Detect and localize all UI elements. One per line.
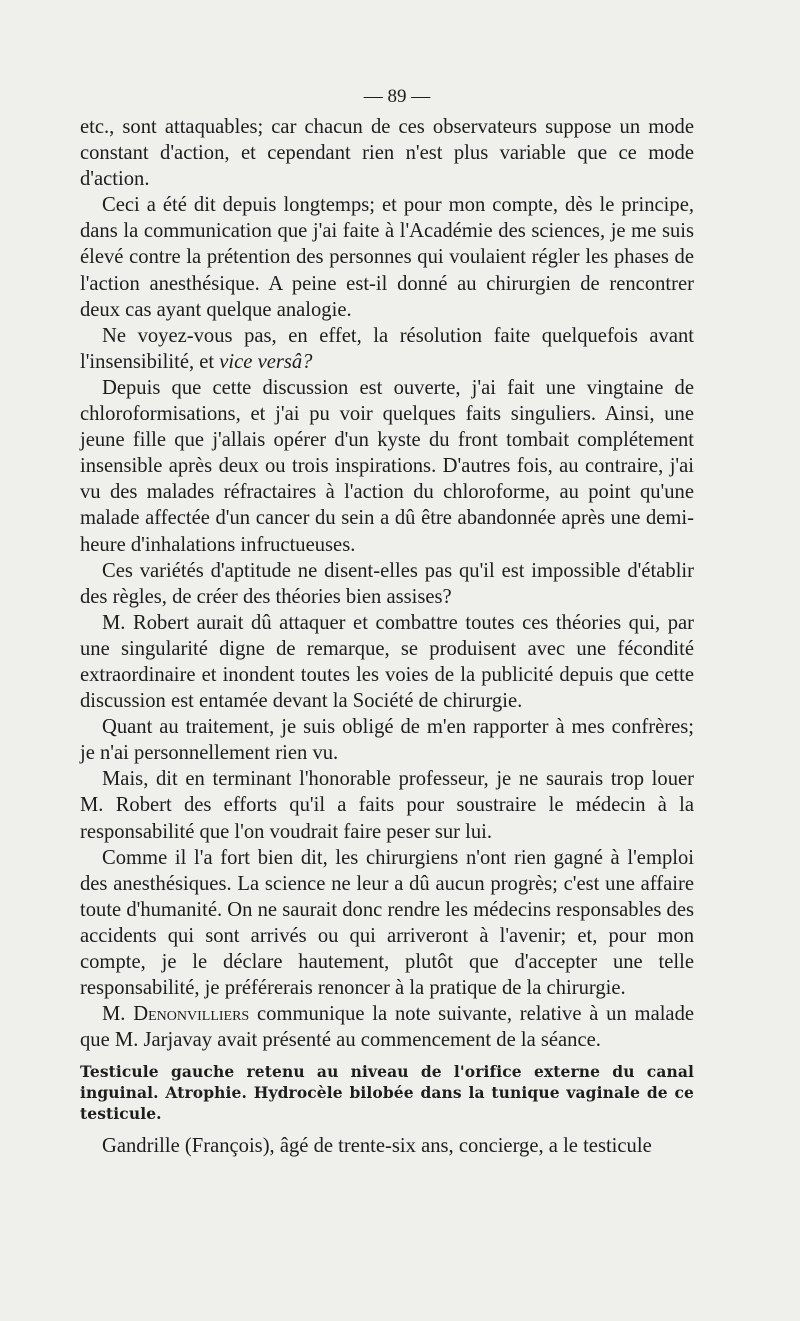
page-number: — 89 — bbox=[363, 86, 431, 107]
paragraph-2: Ceci a été dit depuis longtemps; et pour mon compte, dès le principe, dans la communication que j'ai faite à l'Académie des sciences, je me suis élevé contre la prétention des personnes qui voulaient régler les phases de l'action anesthésique. A peine est-il donné au chirurgien de rencontrer deux cas ayant quelque analogie. bbox=[80, 194, 694, 321]
section-heading: Testicule gauche retenu au niveau de l'orifice externe du canal inguinal. Atrophie. Hydrocèle bilobée dans la tunique vaginale de ce testicule. bbox=[80, 1062, 694, 1124]
paragraph-6: M. Robert aurait dû attaquer et combattre toutes ces théories qui, par une singularité digne de remarque, se produisent avec une fécondité extraordinaire et inondent toutes les voies de la publicité depuis que cette discussion est entamée devant la Société de chirurgie. bbox=[80, 611, 694, 713]
speaker-name: Denonvilliers bbox=[133, 1003, 250, 1026]
paragraph-3-text: Ne voyez-vous pas, en effet, la résolution faite quelquefois avant l'insensibilité, et bbox=[80, 324, 694, 373]
paragraph-final: Gandrille (François), âgé de trente-six ans, concierge, a le testicule bbox=[102, 1135, 652, 1158]
paragraph-10-text: communique la note suivante, relative à un malade que M. Jarjavay avait présenté au commencement de la séance. bbox=[80, 1003, 695, 1052]
paragraph-3 bbox=[80, 323, 694, 375]
paragraph-1: etc., sont attaquables; car chacun de ces observateurs suppose un mode constant d'action, et cependant rien n'est plus variable que ce mode d'action. bbox=[80, 116, 694, 191]
paragraph-3-italic: vice versâ? bbox=[219, 350, 313, 373]
paragraph-4: Depuis que cette discussion est ouverte, j'ai fait une vingtaine de chloroformisations, et j'ai pu voir quelques faits singuliers. Ainsi, une jeune fille que j'allais opérer d'un kyste du front tombait complétement insensible après deux ou trois inspirations. D'autres fois, au contraire, j'ai vu des malades réfractaires à l'action du chloroforme, au point qu'une malade affectée d'un cancer du sein a dû être abandonnée après une demi-heure d'inhalations infructueuses. bbox=[80, 376, 694, 556]
paragraph-8: Mais, dit en terminant l'honorable professeur, je ne saurais trop louer M. Robert des efforts qu'il a faits pour soustraire le médecin à la responsabilité que l'on voudrait faire peser sur lui. bbox=[80, 768, 694, 843]
paragraph-9: Comme il l'a fort bien dit, les chirurgiens n'ont rien gagné à l'emploi des anesthésiques. La science ne leur a dû aucun progrès; c'est une affaire toute d'humanité. On ne saurait donc rendre les médecins responsables des accidents qui sont arrivés ou qui arriveront à l'avenir; et, pour mon compte, je le déclare hautement, plutôt que d'accepter une telle responsabilité, je préférerais renoncer à la pratique de la chirurgie. bbox=[80, 846, 694, 1000]
paragraph-5: Ces variétés d'aptitude ne disent-elles pas qu'il est impossible d'établir des règles, de créer des théories bien assises? bbox=[80, 559, 694, 608]
paragraph-10-prefix: M. bbox=[102, 1003, 134, 1026]
body-text bbox=[80, 114, 694, 1159]
paragraph-10 bbox=[80, 1001, 694, 1053]
paragraph-7: Quant au traitement, je suis obligé de m'en rapporter à mes confrères; je n'ai personnellement rien vu. bbox=[80, 716, 694, 765]
